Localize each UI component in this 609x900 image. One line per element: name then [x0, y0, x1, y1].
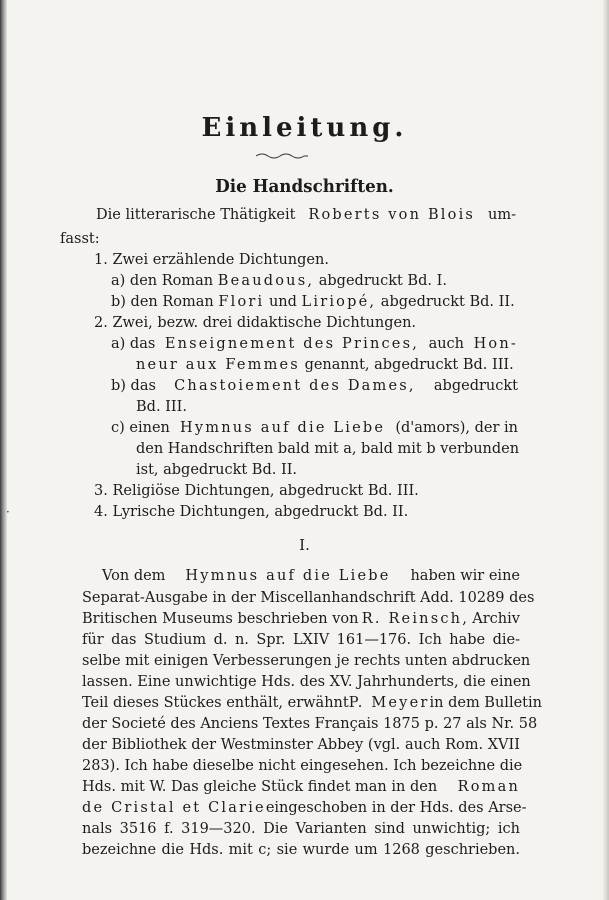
text: eingeschoben in der Hds. des Arse-	[265, 800, 527, 816]
list-item-2b	[111, 376, 518, 396]
list-item-3: 3. Religiöse Dichtungen, abgedruckt Bd. III.	[94, 483, 419, 499]
list-item-4: 4. Lyrische Dichtungen, abgedruckt Bd. II.	[94, 504, 409, 520]
paragraph-line: nals 3516 f. 319—320. Die Varianten sind unwichtig; ich	[82, 821, 520, 837]
item-text: b) das	[111, 378, 156, 394]
text: Britischen Museums beschrieben von	[82, 611, 359, 627]
paragraph-line: bezeichne die Hds. mit c; sie wurde um 1268 geschrieben.	[82, 842, 520, 858]
text: Teil dieses Stückes enthält, erwähnt	[82, 695, 349, 711]
decorative-swash-icon	[254, 151, 310, 161]
item-text: genannt, abgedruckt Bd. III.	[304, 357, 514, 373]
section-numeral: I.	[299, 536, 310, 554]
person-name: P. Meyer	[348, 695, 430, 711]
item-text: abgedruckt	[433, 378, 518, 394]
paragraph-line: 283). Ich habe dieselbe nicht eingesehen. Ich bezeichne die	[82, 758, 523, 774]
intro-text: Die litterarische Thätigkeit	[96, 207, 296, 223]
work-title: de Cristal et Clarie	[82, 800, 266, 816]
person-name: R. Reinsch,	[361, 611, 470, 627]
list-item-2b-cont: Bd. III.	[136, 399, 187, 415]
text: haben wir eine	[410, 568, 520, 584]
intro-line	[96, 205, 516, 225]
item-text: auch	[428, 336, 465, 352]
list-item-2c-cont: den Handschriften bald mit a, bald mit b verbunden	[136, 441, 520, 457]
paragraph-line	[102, 566, 520, 586]
item-text: abgedruckt Bd. I.	[318, 273, 447, 289]
item-text: (d'amors), der in	[395, 420, 518, 436]
item-text: a) das	[111, 336, 156, 352]
work-title: Liriopé,	[301, 294, 377, 310]
work-title: neur aux Femmes	[136, 357, 300, 373]
paragraph-line: selbe mit einigen Verbesserungen je rechts unten abdrucken	[82, 653, 531, 669]
list-item-2c-cont: ist, abgedruckt Bd. II.	[136, 462, 298, 478]
work-title: Flori	[218, 294, 265, 310]
intro-continuation: fasst:	[60, 231, 100, 247]
list-item-1: 1. Zwei erzählende Dichtungen.	[94, 252, 329, 268]
text: Archiv	[472, 611, 520, 627]
paragraph-line: der Societé des Anciens Textes Français 1875 p. 27 als Nr. 58	[82, 716, 538, 732]
work-title: Hymnus auf die Liebe	[185, 568, 391, 584]
list-item-1a	[111, 271, 447, 291]
paragraph-line: lassen. Eine unwichtige Hds. des XV. Jahrhunderts, die einen	[82, 674, 531, 690]
list-item-2c	[111, 418, 518, 438]
list-item-2a	[111, 334, 518, 354]
chapter-heading: Einleitung.	[201, 113, 408, 143]
section-title: Die Handschriften.	[215, 176, 394, 197]
intro-hyphen: um-	[487, 207, 516, 223]
paragraph-line	[82, 609, 520, 629]
work-title: Hon-	[473, 336, 518, 352]
work-title: Roman	[457, 779, 520, 795]
item-text: b) den Roman	[111, 294, 214, 310]
paragraph-line	[82, 693, 542, 713]
item-text: abgedruckt Bd. II.	[380, 294, 515, 310]
work-title: Hymnus auf die Liebe	[180, 420, 386, 436]
text: Von dem	[102, 568, 166, 584]
paragraph-line	[82, 798, 527, 818]
work-title: Enseignement des Princes,	[164, 336, 420, 352]
paragraph-line	[82, 777, 520, 797]
item-text: und	[268, 294, 297, 310]
list-item-2: 2. Zwei, bezw. drei didaktische Dichtungen.	[94, 315, 417, 331]
author-name: Roberts von Blois	[308, 207, 476, 223]
text: in dem Bulletin	[429, 695, 542, 711]
paragraph-line: für das Studium d. n. Spr. LXIV 161—176. Ich habe die-	[82, 632, 520, 648]
item-text: c) einen	[111, 420, 170, 436]
list-item-1b	[111, 292, 515, 312]
list-item-2a-cont	[136, 355, 514, 375]
text: Hds. mit W. Das gleiche Stück findet man in den	[82, 779, 438, 795]
work-title: Chastoiement des Dames,	[174, 378, 416, 394]
item-text: a) den Roman	[111, 273, 214, 289]
work-title: Beaudous,	[217, 273, 315, 289]
margin-speck: ·	[6, 505, 10, 519]
paragraph-line: der Bibliothek der Westminster Abbey (vgl. auch Rom. XVII	[82, 737, 520, 753]
paragraph-line: Separat-Ausgabe in der Miscellanhandschrift Add. 10289 des	[82, 590, 535, 606]
